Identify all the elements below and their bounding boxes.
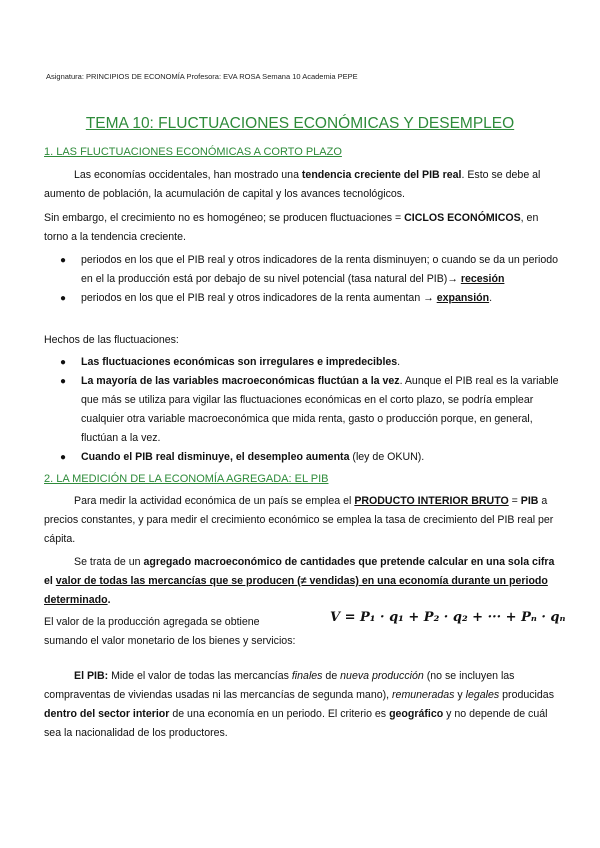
facts-list — [44, 353, 560, 467]
bullet-icon: ● — [60, 452, 67, 463]
list-item-fact-1: ● Las fluctuaciones económicas son irregulares e impredecibles. — [44, 353, 560, 372]
list-item-recesion: ● periodos en los que el PIB real y otros indicadores de la renta disminuyen; o cuando se da un periodo en el la producción está por debajo de su nivel potencial (tasa natural del PIB)→ recesión — [44, 251, 560, 289]
page-title: TEMA 10: FLUCTUACIONES ECONÓMICAS Y DESEMPLEO — [85, 115, 515, 132]
section1-paragraph-1: Las economías occidentales, han mostrado una tendencia creciente del PIB real. Esto se debe al aumento de población, la acumulación de capital y los avances tecnológicos. — [44, 169, 541, 200]
section1-heading: 1. LAS FLUCTUACIONES ECONÓMICAS A CORTO PLAZO — [44, 146, 342, 158]
list-item-expansion: ● periodos en los que el PIB real y otros indicadores de la renta aumentan → expansión. — [44, 289, 560, 308]
list-item-fact-3: ● Cuando el PIB real disminuye, el desempleo aumenta (ley de OKUN). — [44, 448, 560, 467]
section1-paragraph-2: Sin embargo, el crecimiento no es homogéneo; se producen fluctuaciones = CICLOS ECONÓMICOS, en torno a la tendencia creciente. — [44, 212, 539, 243]
bullet-icon: ● — [60, 255, 67, 266]
section2-paragraph-2: Se trata de un agregado macroeconómico de cantidades que pretende calcular en una sola cifra el valor de todas las mercancías que se producen (≠ vendidas) en una economía durante un periodo determinado. — [44, 556, 555, 606]
section2-paragraph-3: El valor de la producción agregada se obtiene sumando el valor monetario de los bienes y servicios: — [44, 616, 296, 647]
list-item-fact-2: ● La mayoría de las variables macroeconómicas fluctúan a la vez. Aunque el PIB real es la variable que más se utiliza para vigilar las fluctuaciones económicas en el corto plazo, se podría emplear cualquier otra variable macroeconómica que mida renta, gasto o producción porque, en general, fluctúan a la vez. — [44, 372, 560, 448]
section2-paragraph-4: El PIB: Mide el valor de todas las mercancías finales de nueva producción (no se incluyen las compraventas de viviendas usadas ni las mercancías de segunda mano), remuneradas y legales producidas dentro del sector interior de una economía en un periodo. El criterio es geográfico y no depende de cuál sea la nacionalidad de los productores. — [44, 670, 554, 739]
facts-intro: Hechos de las fluctuaciones: — [44, 334, 179, 346]
document-header: Asignatura: PRINCIPIOS DE ECONOMÍA Profesora: EVA ROSA Semana 10 Academia PEPE — [46, 72, 358, 81]
bullet-icon: ● — [60, 376, 67, 387]
cycle-phases-list — [44, 251, 560, 308]
bullet-icon: ● — [60, 357, 67, 368]
section2-paragraph-1: Para medir la actividad económica de un país se emplea el PRODUCTO INTERIOR BRUTO = PIB a precios constantes, y para medir el crecimiento económico se emplea la tasa de crecimiento del PIB real per cápita. — [44, 495, 554, 545]
bullet-icon: ● — [60, 293, 67, 304]
pib-formula: V = P₁ · q₁ + P₂ · q₂ + ··· + Pₙ · qₙ — [330, 610, 566, 625]
section2-heading: 2. LA MEDICIÓN DE LA ECONOMÍA AGREGADA: EL PIB — [44, 473, 329, 485]
